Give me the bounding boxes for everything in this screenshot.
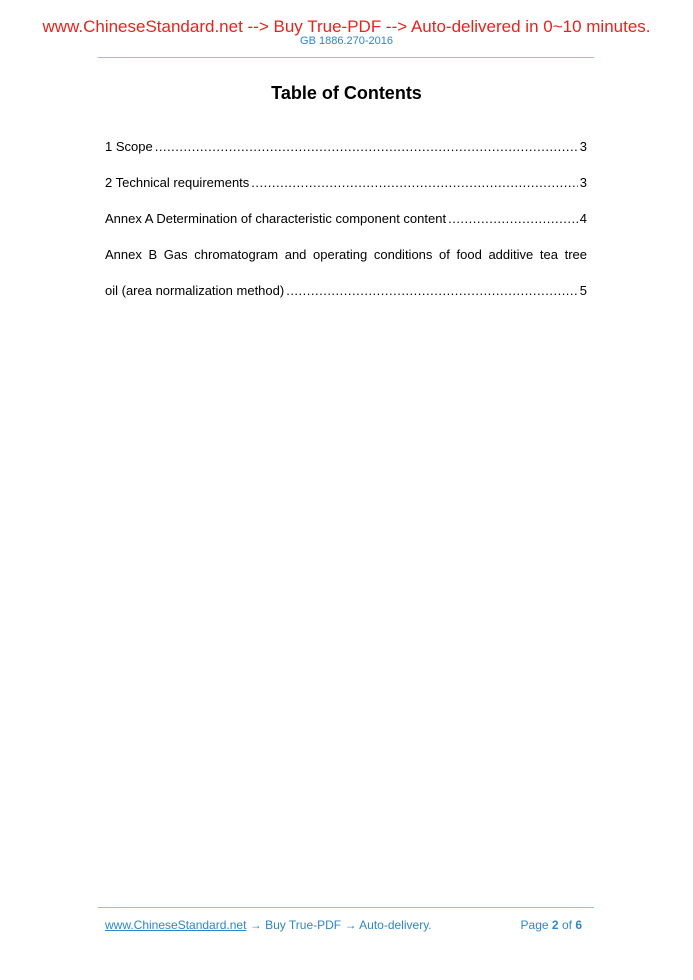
footer-delivery-text: Auto-delivery. <box>359 918 432 932</box>
toc-entry-annex-b-continued[interactable] <box>105 280 587 316</box>
arrow-right-icon: → <box>249 918 262 932</box>
toc-entry-label: oil (area normalization method) <box>105 283 285 298</box>
toc-entry-label: 1 Scope <box>105 139 153 154</box>
page-total: 6 <box>575 918 582 932</box>
toc-entry-scope[interactable] <box>105 136 587 172</box>
page-current: 2 <box>551 918 559 932</box>
footer-site-link[interactable]: www.ChineseStandard.net <box>105 918 247 932</box>
page-label: Page <box>520 918 549 932</box>
toc-entry-annex-a[interactable] <box>105 208 587 244</box>
toc-entry-page: 5 <box>579 283 587 298</box>
toc-entry-technical-requirements[interactable] <box>105 172 587 208</box>
page-indicator <box>521 917 582 933</box>
of-label: of <box>561 918 572 932</box>
toc-entry-page: 3 <box>579 175 587 190</box>
page-title: Table of Contents <box>271 83 422 103</box>
table-of-contents <box>105 136 587 316</box>
toc-entry-label: 2 Technical requirements <box>105 175 250 190</box>
footer-buy-text: Buy True-PDF <box>265 918 342 932</box>
toc-entry-label: Annex A Determination of characteristic component content <box>105 211 447 226</box>
toc-leader-dots <box>155 136 578 158</box>
toc-leader-dots <box>448 208 578 230</box>
toc-entry-page: 3 <box>579 139 587 154</box>
toc-entry-annex-b[interactable] <box>105 244 587 280</box>
promo-banner[interactable]: www.ChineseStandard.net --> Buy True-PDF --> Auto-delivered in 0~10 minutes. <box>42 17 651 36</box>
header-divider <box>98 57 594 58</box>
toc-leader-dots <box>251 172 577 194</box>
toc-entry-label: Annex B Gas chromatogram and operating conditions of food additive tea tree <box>105 247 587 262</box>
toc-leader-dots <box>286 280 578 302</box>
arrow-right-icon: → <box>344 918 357 932</box>
toc-entry-page: 4 <box>579 211 587 226</box>
footer-divider <box>98 907 594 908</box>
page-footer <box>105 917 587 933</box>
standard-number: GB 1886.270-2016 <box>300 35 393 47</box>
